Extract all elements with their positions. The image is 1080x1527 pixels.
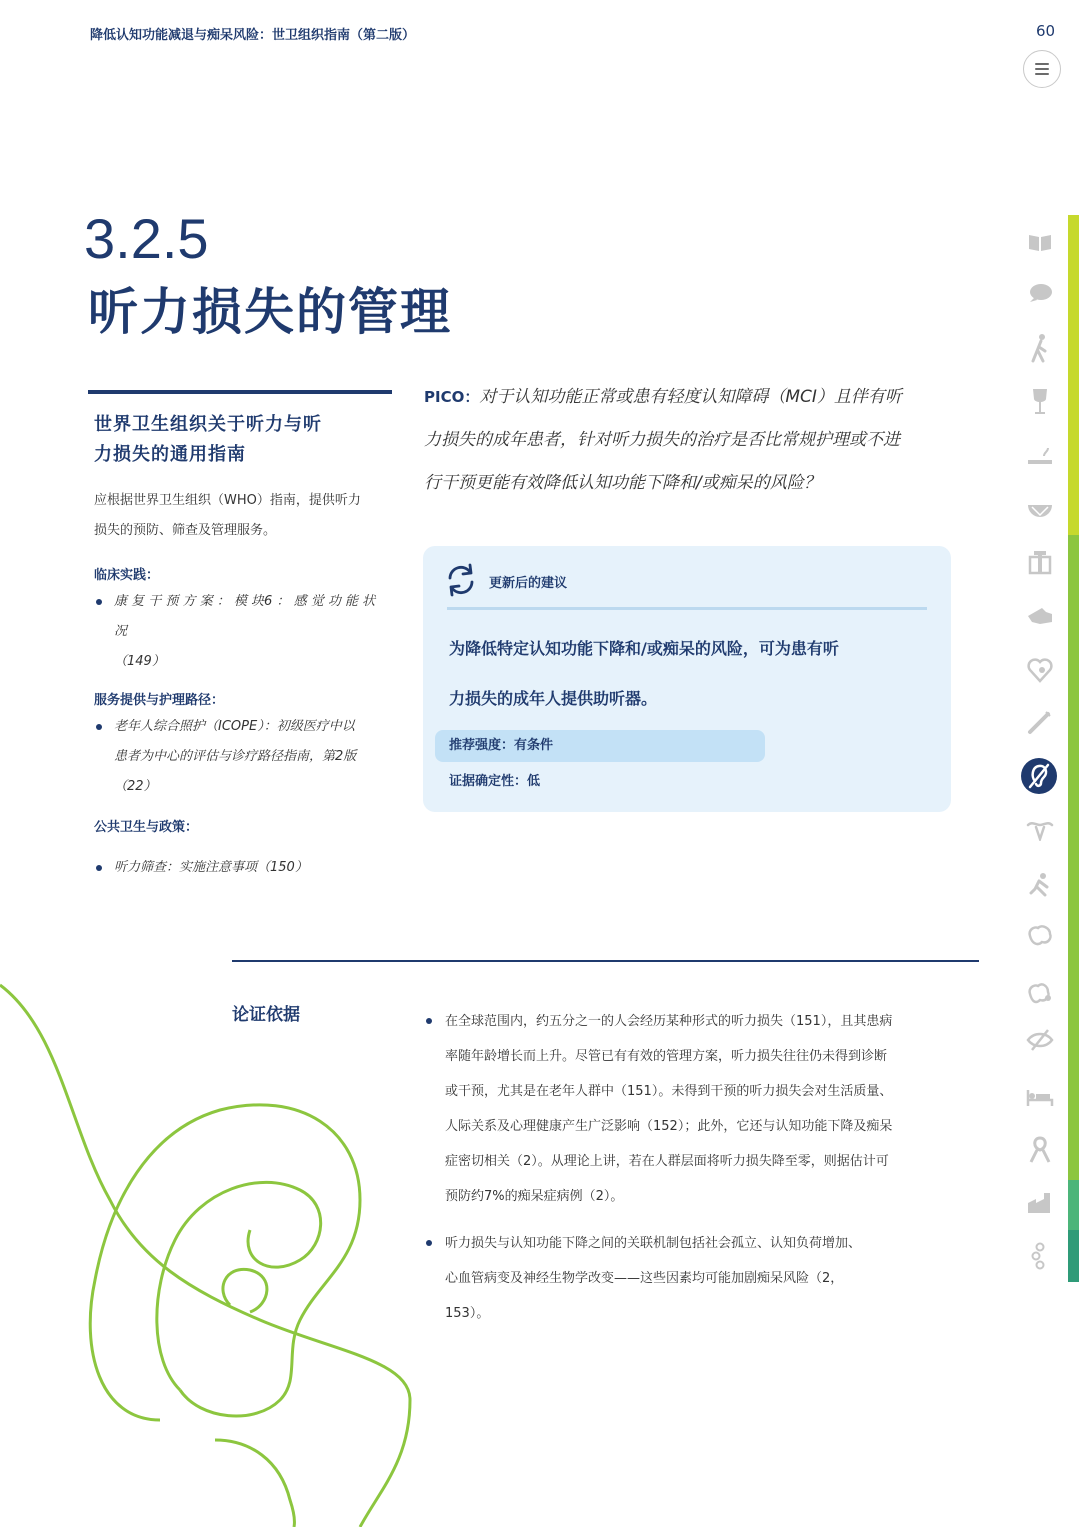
rationale-line: 人际关系及心理健康产生广泛影响（152）；此外，它还与认知功能下降及痴呆	[445, 1119, 893, 1134]
rationale-list	[426, 1004, 982, 1343]
list-item-line: 老年人综合照护（ICOPE）：初级医疗中以	[114, 719, 355, 734]
recommendation-line: 为降低特定认知功能下降和/或痴呆的风险，可为患有听	[449, 639, 839, 658]
gift-icon[interactable]	[1024, 546, 1056, 578]
pico-line: 行干预更能有效降低认知功能下降和/或痴呆的风险？	[424, 473, 821, 493]
book-icon[interactable]	[1024, 226, 1056, 258]
recommendation-text	[449, 624, 929, 724]
ear-icon[interactable]	[1021, 758, 1057, 794]
clinical-practice-label: 临床实践：	[94, 568, 160, 583]
guidance-intro	[88, 486, 392, 546]
recommendation-box	[423, 546, 951, 812]
clinical-practice-list	[88, 587, 392, 677]
brain-icon[interactable]	[1024, 920, 1056, 952]
ear-illustration	[0, 960, 480, 1527]
recommendation-divider	[447, 607, 927, 610]
recommendation-label: 更新后的建议	[489, 576, 568, 591]
molecule-icon[interactable]	[1024, 1240, 1056, 1272]
list-item-line: 听力筛查：实施注意事项（150）	[114, 860, 308, 875]
list-item[interactable]	[94, 853, 392, 883]
list-item-line: （149）	[114, 654, 165, 669]
service-delivery-label: 服务提供与护理路径：	[94, 693, 225, 708]
rationale-line: 率随年龄增长而上升。尽管已有有效的管理方案，听力损失往往仍未得到诊断	[445, 1049, 888, 1064]
evidence-certainty: 证据确定性：低	[449, 774, 541, 789]
ribbon-icon[interactable]	[1024, 1134, 1056, 1166]
rationale-line: 153）。	[445, 1306, 490, 1321]
side-bar-green	[1068, 535, 1079, 1180]
pico-line: 对于认知功能正常或患有轻度认知障碍（MCI）且伴有听	[479, 387, 902, 407]
syringe-icon[interactable]	[1024, 706, 1056, 738]
rationale-label: 论证依据	[232, 1005, 300, 1025]
guidance-heading	[88, 410, 392, 470]
rationale-line: 症密切相关（2）。从理论上讲，若在人群层面将听力损失降至零，则据估计可	[445, 1154, 889, 1169]
guidance-heading-line: 力损失的通用指南	[94, 444, 246, 465]
public-health-list	[88, 853, 392, 883]
side-bar-teal	[1068, 1230, 1079, 1282]
rationale-line: 或干预，尤其是在老年人群中（151）。未得到干预的听力损失会对生活质量、	[445, 1084, 893, 1099]
list-item-line: 患者为中心的评估与诊疗路径指南，第2版	[114, 749, 357, 764]
section-number: 3.2.5	[84, 207, 209, 270]
list-item-line: （22）	[114, 779, 157, 794]
who-guidance-panel	[88, 390, 392, 883]
cigarette-icon[interactable]	[1024, 440, 1056, 472]
rationale-line: 在全球范围内，约五分之一的人会经历某种形式的听力损失（151），且其患病	[445, 1014, 893, 1029]
hand-icon[interactable]	[1024, 600, 1056, 632]
list-item[interactable]	[94, 712, 392, 802]
section-title: 听力损失的管理	[88, 283, 452, 341]
public-health-label: 公共卫生与政策：	[94, 820, 199, 835]
brain-gear-icon[interactable]	[1024, 978, 1056, 1010]
wine-glass-icon[interactable]	[1024, 386, 1056, 418]
heart-icon[interactable]	[1024, 654, 1056, 686]
person-icon[interactable]	[1024, 868, 1056, 900]
pico-question	[424, 376, 954, 505]
list-item[interactable]	[426, 1226, 982, 1331]
service-delivery-list	[88, 712, 392, 802]
side-bar-mint	[1068, 1180, 1079, 1230]
bed-icon[interactable]	[1024, 1080, 1056, 1112]
eye-slash-icon[interactable]	[1024, 1024, 1056, 1056]
section-divider	[232, 960, 979, 962]
side-bar-lime	[1068, 215, 1079, 535]
list-item-line: 康 复 干 预 方 案 ： 模 块6 ： 感 觉 功 能 状 况	[114, 594, 376, 639]
recommendation-line: 力损失的成年人提供助听器。	[449, 689, 658, 708]
refresh-icon	[443, 562, 479, 598]
uterus-icon[interactable]	[1024, 814, 1056, 846]
chat-icon[interactable]	[1024, 278, 1056, 310]
menu-icon	[1034, 62, 1050, 76]
factory-icon[interactable]	[1024, 1186, 1056, 1218]
rationale-line: 听力损失与认知功能下降之间的关联机制包括社会孤立、认知负荷增加、	[445, 1236, 862, 1251]
rationale-line: 预防约7%的痴呆症病例（2）。	[445, 1189, 624, 1204]
guidance-heading-line: 世界卫生组织关于听力与听	[94, 414, 322, 435]
menu-button[interactable]	[1023, 50, 1061, 88]
list-item[interactable]	[426, 1004, 982, 1214]
intro-line: 损失的预防、筛查及管理服务。	[94, 523, 277, 538]
panel-divider	[88, 390, 392, 394]
recommendation-strength: 推荐强度：有条件	[435, 730, 765, 762]
fruit-icon[interactable]	[1024, 494, 1056, 526]
page-number: 60	[1036, 22, 1056, 40]
document-title: 降低认知功能减退与痴呆风险：世卫组织指南（第二版）	[90, 28, 416, 43]
intro-line: 应根据世界卫生组织（WHO）指南，提供听力	[94, 493, 361, 508]
list-item[interactable]	[94, 587, 392, 677]
pico-label: PICO：	[424, 388, 480, 406]
rationale-line: 心血管病变及神经生物学改变——这些因素均可能加剧痴呆风险（2，	[445, 1271, 844, 1286]
pico-line: 力损失的成年患者，针对听力损失的治疗是否比常规护理或不进	[424, 430, 900, 450]
walking-icon[interactable]	[1024, 332, 1056, 364]
